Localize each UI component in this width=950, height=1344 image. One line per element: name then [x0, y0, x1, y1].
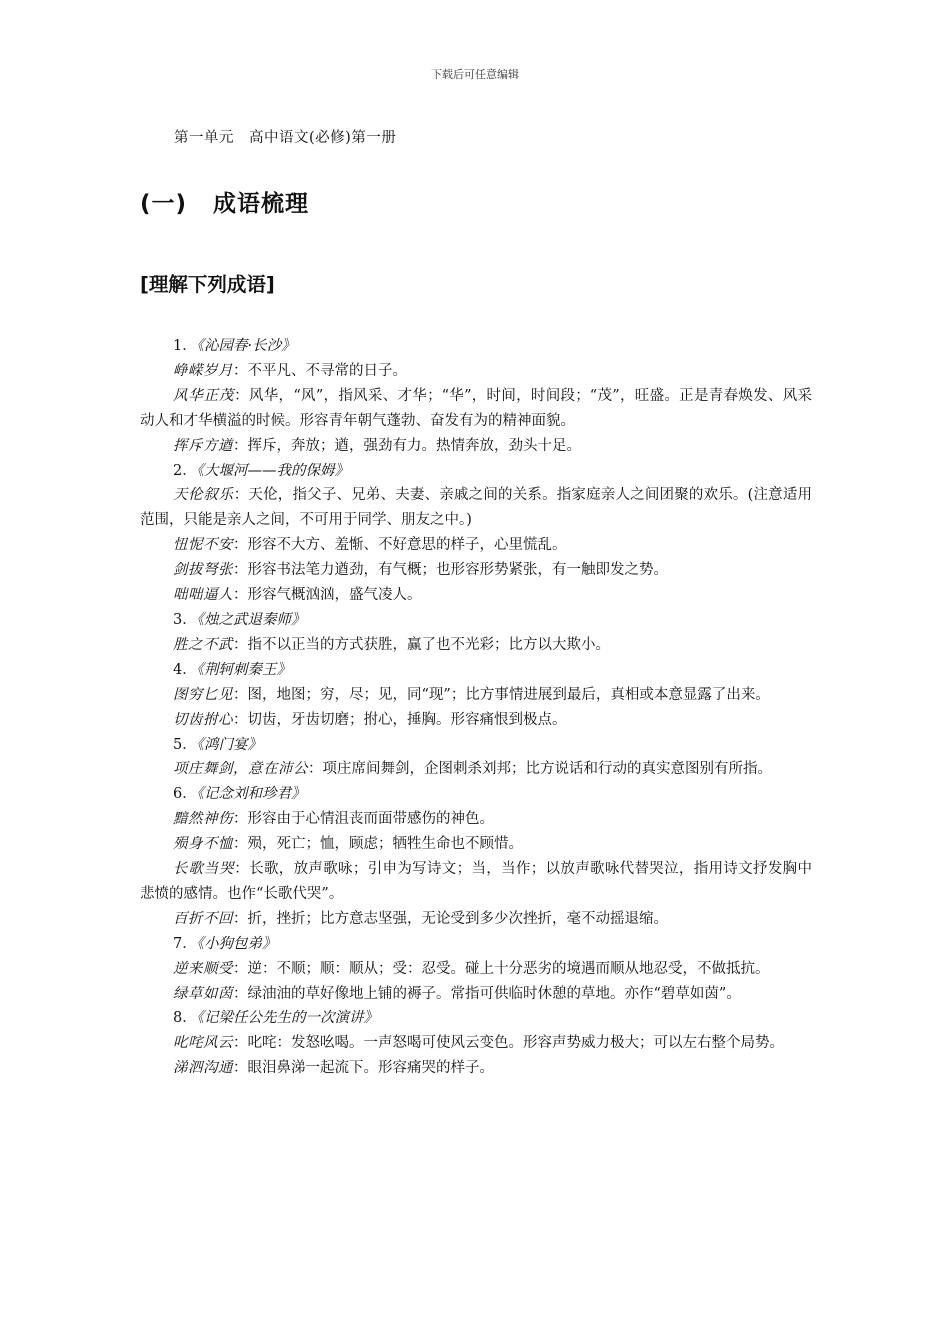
idiom-definition: ：项庄席间舞剑，企图刺杀刘邦；比方说话和行动的真实意图别有所指。: [308, 761, 772, 778]
unit-line: 第一单元 高中语文(必修)第一册: [174, 130, 397, 146]
idiom-definition: ：形容气概汹汹，盛气凌人。: [233, 587, 422, 604]
source-heading: [140, 658, 812, 683]
idiom-term: 切齿拊心: [173, 711, 233, 728]
idiom-entry: [140, 807, 812, 832]
idiom-term: 峥嵘岁月: [173, 362, 233, 379]
idiom-term: 胜之不武: [173, 636, 233, 653]
source-title: 《记念刘和珍君》: [196, 786, 306, 803]
source-title: 《荆轲刺秦王》: [196, 661, 291, 678]
source-heading: [140, 459, 812, 484]
idiom-entry: [140, 1056, 812, 1081]
idiom-term: 咄咄逼人: [173, 587, 233, 604]
source-title: 《鸿门宴》: [196, 736, 262, 753]
source-title: 《记梁任公先生的一次演讲》: [196, 1010, 378, 1027]
idiom-definition: ：折，挫折；比方意志坚强，无论受到多少次挫折，毫不动摇退缩。: [233, 910, 668, 927]
idiom-definition: ：叱咤：发怒吆喝。一声怒喝可使风云变色。形容声势威力极大；可以左右整个局势。: [233, 1035, 784, 1052]
idiom-definition: ：不平凡、不寻常的日子。: [233, 362, 407, 379]
source-number: 1．: [173, 338, 197, 354]
idiom-term: 风华正茂: [173, 387, 235, 404]
idiom-term: 逆来顺受: [173, 960, 233, 977]
idiom-entry: [140, 957, 812, 982]
source-heading: [140, 1006, 812, 1031]
section-title: [140, 185, 812, 218]
idiom-term: 长歌当哭: [173, 861, 235, 878]
source-number: 4．: [173, 661, 197, 678]
idiom-term: 天伦叙乐: [173, 487, 234, 504]
idiom-entry: [140, 583, 812, 608]
source-title: 《烛之武退秦师》: [196, 611, 306, 628]
idiom-entry: [140, 708, 812, 733]
idiom-entry: [140, 857, 812, 907]
idiom-entry: [140, 982, 812, 1007]
source-heading: [140, 932, 812, 957]
idiom-definition: ：风华，“风”，指风采、才华；“华”，时间，时间段；“茂”，旺盛。正是青春焕发、风采动人和才华横溢的时候。形容青年朝气蓬勃、奋发有为的精神面貌。: [140, 387, 812, 429]
idiom-term: 图穷匕见: [173, 686, 233, 703]
idiom-definition: ：逆：不顺；顺：顺从；受：忍受。碰上十分恶劣的境遇而顺从地忍受，不做抵抗。: [233, 960, 770, 977]
idiom-list: [140, 334, 812, 1081]
idiom-definition: ：切齿，牙齿切磨；拊心，捶胸。形容痛恨到极点。: [233, 711, 567, 728]
section-number: (一): [140, 191, 188, 217]
idiom-term: 绿草如茵: [173, 985, 233, 1002]
source-heading: [140, 334, 812, 359]
source-heading: [140, 782, 812, 807]
source-number: 6．: [173, 786, 197, 803]
idiom-entry: [140, 757, 812, 782]
source-title: 《小狗包弟》: [196, 935, 277, 952]
section-title-text: 成语梳理: [213, 191, 310, 217]
idiom-entry: [140, 483, 812, 533]
idiom-entry: [140, 384, 812, 434]
idiom-entry: [140, 359, 812, 384]
idiom-entry: [140, 907, 812, 932]
source-title: 《沁园春·长沙》: [196, 338, 296, 354]
idiom-definition: ：绿油油的草好像地上铺的褥子。常指可供临时休憩的草地。亦作“碧草如茵”。: [233, 985, 741, 1002]
idiom-term: 叱咤风云: [173, 1035, 233, 1052]
idiom-definition: ：形容书法笔力遒劲，有气概；也形容形势紧张，有一触即发之势。: [233, 562, 668, 579]
sub-title: [理解下列成语]: [140, 273, 275, 296]
page-content: [140, 126, 812, 1081]
idiom-entry: [140, 832, 812, 857]
idiom-term: 涕泗沟通: [173, 1060, 233, 1077]
idiom-entry: [140, 633, 812, 658]
idiom-definition: ：长歌，放声歌咏；引申为写诗文；当，当作；以放声歌咏代替哭泣，指用诗文抒发胸中悲愤的感情。也作“长歌代哭”。: [140, 861, 813, 902]
idiom-definition: ：殒，死亡；恤，顾虑；牺牲生命也不顾惜。: [233, 836, 523, 853]
idiom-entry: [140, 1031, 812, 1056]
idiom-term: 忸怩不安: [173, 537, 233, 554]
idiom-entry: [140, 434, 812, 459]
idiom-term: 殒身不恤: [173, 836, 233, 853]
idiom-definition: ：图，地图；穷，尽；见，同“现”；比方事情进展到最后，真相或本意显露了出来。: [233, 686, 770, 703]
header-note: 下载后可任意编辑: [431, 68, 519, 81]
source-number: 2．: [173, 462, 197, 479]
source-heading: [140, 608, 812, 633]
idiom-term: 百折不回: [173, 910, 233, 927]
idiom-definition: ：眼泪鼻涕一起流下。形容痛哭的样子。: [233, 1060, 494, 1077]
source-number: 3．: [173, 611, 197, 628]
source-number: 8．: [173, 1010, 197, 1027]
idiom-term: 项庄舞剑，意在沛公: [173, 761, 308, 778]
source-heading: [140, 733, 812, 758]
source-number: 7．: [173, 935, 197, 952]
source-title: 《大堰河——我的保姆》: [196, 462, 349, 479]
idiom-term: 挥斥方遒: [173, 437, 233, 454]
idiom-term: 剑拔弩张: [173, 562, 233, 579]
idiom-definition: ：挥斥，奔放；遒，强劲有力。热情奔放，劲头十足。: [233, 437, 581, 454]
idiom-entry: [140, 558, 812, 583]
source-number: 5．: [173, 736, 197, 753]
idiom-definition: ：形容由于心情沮丧而面带感伤的神色。: [233, 811, 494, 828]
idiom-definition: ：天伦，指父子、兄弟、夫妻、亲戚之间的关系。指家庭亲人之间团聚的欢乐。(注意适用范围，只能是亲人之间，不可用于同学、朋友之中。): [140, 487, 813, 529]
idiom-term: 黯然神伤: [173, 811, 233, 828]
idiom-entry: [140, 683, 812, 708]
idiom-definition: ：指不以正当的方式获胜，赢了也不光彩；比方以大欺小。: [233, 636, 610, 653]
idiom-definition: ：形容不大方、羞惭、不好意思的样子，心里慌乱。: [233, 537, 567, 554]
idiom-entry: [140, 533, 812, 558]
